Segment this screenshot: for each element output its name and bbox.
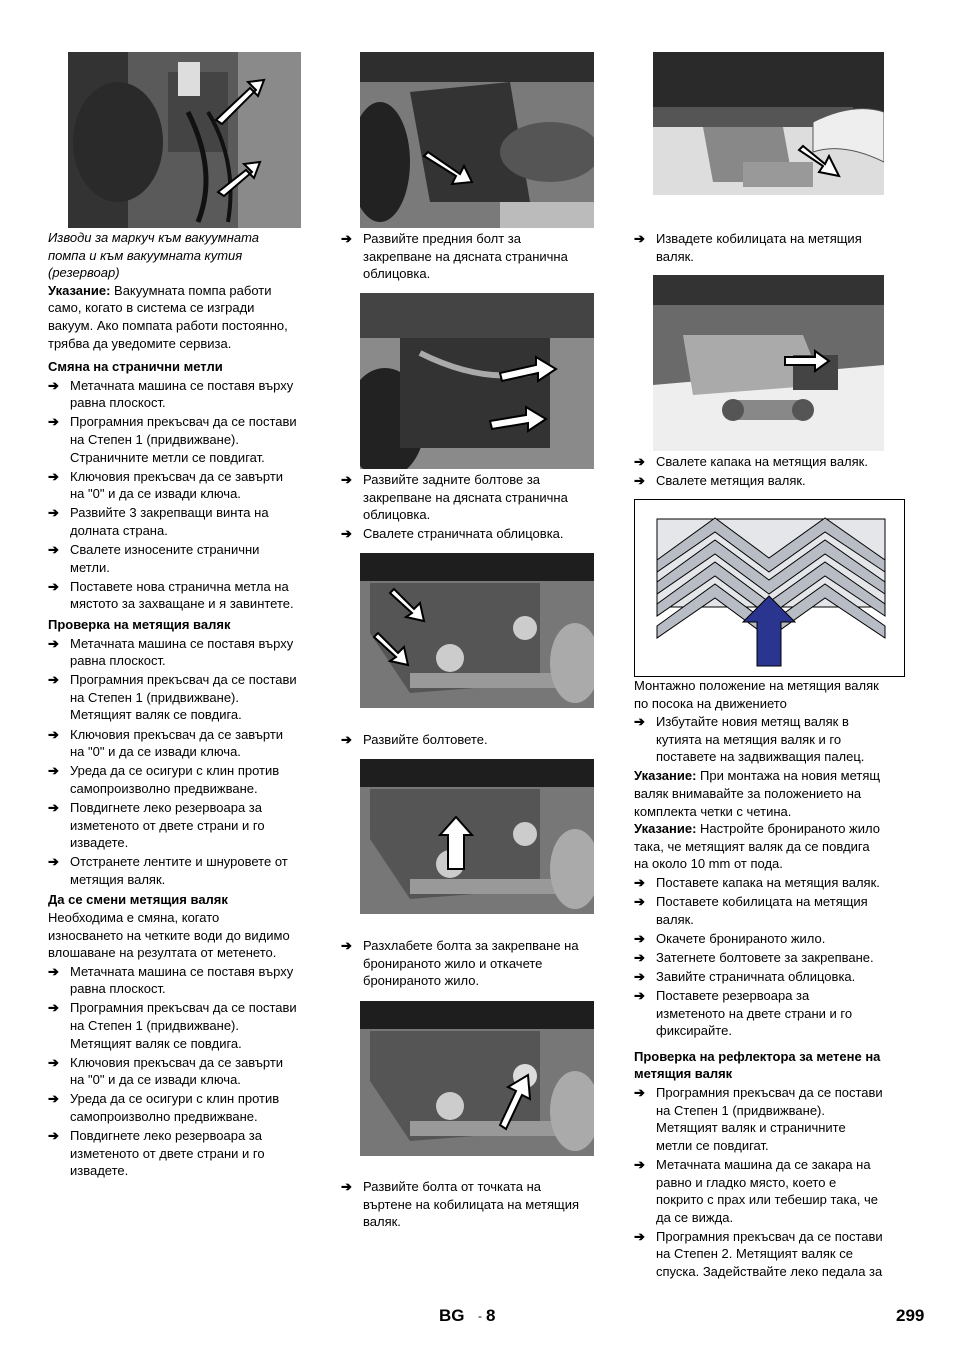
note bbox=[634, 820, 912, 873]
arrow-right-icon: ➔ bbox=[48, 635, 59, 651]
step-text: равна плоскост. bbox=[70, 981, 166, 997]
step-text: закрепване на дясната странична bbox=[363, 248, 568, 264]
step-text: фиксирайте. bbox=[656, 1023, 732, 1039]
arrow-right-icon: ➔ bbox=[48, 1054, 59, 1070]
step-text: Поставете нова странична метла на bbox=[70, 578, 289, 594]
arrow-right-icon: ➔ bbox=[634, 969, 645, 984]
step-text: Затегнете болтовете за закрепване. bbox=[656, 949, 874, 965]
step-text: Повдигнете леко резервоара за bbox=[70, 1128, 262, 1144]
step-text: долната страна. bbox=[70, 523, 168, 538]
step-text: Програмния прекъсвач да се постави bbox=[70, 414, 297, 430]
step-text: спуска. Задействайте леко педала за bbox=[656, 1264, 883, 1279]
instruction-step bbox=[341, 471, 616, 524]
arrow-right-icon: ➔ bbox=[341, 1179, 352, 1194]
step-text: равна плоскост. bbox=[70, 395, 166, 411]
column-1 bbox=[48, 229, 323, 1181]
note bbox=[48, 282, 323, 352]
step-text: Свалете износените странични bbox=[70, 542, 260, 558]
section-heading: Да се смени метящия валяк bbox=[48, 892, 228, 908]
step-text: Свалете страничната облицовка. bbox=[363, 526, 564, 542]
step-text: изметеното на двете страни и го bbox=[656, 1005, 853, 1021]
heading-line: Проверка на рефлектора за метене на bbox=[634, 1048, 881, 1064]
instruction-step bbox=[48, 726, 323, 761]
page-number: 299 bbox=[896, 1306, 925, 1325]
step-text: равна плоскост. bbox=[70, 653, 166, 669]
step-text: Уреда да се осигури с клин против bbox=[70, 763, 280, 779]
step-text: Метящият валяк се повдига. bbox=[70, 707, 242, 723]
arrow-right-icon: ➔ bbox=[48, 1128, 59, 1144]
instruction-step bbox=[48, 1127, 323, 1180]
step-text: изметеното от двете страни и го bbox=[70, 1145, 265, 1161]
arrow-right-icon: ➔ bbox=[341, 231, 352, 246]
instruction-step bbox=[48, 541, 323, 576]
step-text: Метящият валяк и страничните bbox=[656, 1120, 846, 1136]
intro-line: Необходима е смяна, когато bbox=[48, 909, 220, 925]
instruction-step bbox=[48, 377, 323, 412]
step-text: Поставете кобилицата на метящия bbox=[656, 894, 868, 910]
note bbox=[634, 767, 912, 820]
step-text: на Степен 1 (придвижване). bbox=[70, 432, 239, 448]
instruction-step bbox=[48, 1090, 323, 1125]
photo-armored-cable-bolt bbox=[360, 759, 594, 914]
instruction-step bbox=[341, 731, 616, 749]
instruction-step bbox=[48, 853, 323, 888]
arrow-right-icon: ➔ bbox=[341, 472, 352, 487]
roller-orientation-diagram bbox=[634, 499, 905, 677]
step-text: Избутайте новия метящ валяк в bbox=[656, 714, 849, 730]
instruction-step bbox=[634, 453, 912, 471]
instruction-step bbox=[48, 504, 323, 539]
intro-line: износването на четките води до видимо bbox=[48, 927, 290, 943]
step-text: Метачната машина да се закара на bbox=[656, 1156, 871, 1172]
step-text: покрито с прах или тебешир така, че bbox=[656, 1192, 878, 1208]
arrow-right-icon: ➔ bbox=[634, 930, 645, 946]
step-list bbox=[341, 1178, 616, 1231]
arrow-right-icon: ➔ bbox=[48, 414, 59, 430]
column-2-block-1 bbox=[341, 229, 616, 284]
photo-front-bolt bbox=[360, 52, 594, 228]
instruction-step bbox=[48, 578, 323, 613]
step-list bbox=[48, 963, 323, 1180]
step-text: Ключовия прекъсвач да се завърти bbox=[70, 726, 284, 742]
step-text: на Степен 1 (придвижване). bbox=[70, 1018, 239, 1034]
step-text: метли. bbox=[70, 559, 110, 575]
step-text: Програмния прекъсвач да се постави bbox=[656, 1085, 883, 1101]
note-text: на около 10 mm от пода. bbox=[634, 856, 783, 872]
arrow-right-icon: ➔ bbox=[48, 468, 59, 484]
step-text: Метачната машина се поставя върху bbox=[70, 963, 294, 979]
instruction-step bbox=[634, 230, 912, 265]
step-text: Разхлабете болта за закрепване на bbox=[363, 938, 579, 953]
arrow-right-icon: ➔ bbox=[48, 1091, 59, 1107]
arrow-right-icon: ➔ bbox=[634, 875, 645, 891]
step-text: изметеното от двете страни и го bbox=[70, 817, 265, 833]
step-text: метящия валяк. bbox=[70, 871, 166, 887]
note-text: При монтажа на новия метящ bbox=[696, 768, 881, 784]
step-text: на "0" и да се извади ключа. bbox=[70, 486, 241, 502]
column-3-block-2 bbox=[634, 452, 912, 491]
section-heading: Смяна на странични метли bbox=[48, 359, 223, 375]
instruction-step bbox=[634, 713, 912, 766]
arrow-right-icon: ➔ bbox=[48, 1000, 59, 1016]
instruction-step bbox=[341, 230, 616, 283]
step-text: Ключовия прекъсвач да се завърти bbox=[70, 468, 284, 484]
step-text: Окачете бронираното жило. bbox=[656, 930, 826, 946]
arrow-right-icon: ➔ bbox=[48, 963, 59, 979]
step-text: Страничните метли се повдигат. bbox=[70, 449, 265, 465]
arrow-right-icon: ➔ bbox=[48, 799, 59, 815]
arrow-right-icon: ➔ bbox=[48, 578, 59, 594]
step-list bbox=[634, 453, 912, 490]
footer-separator: - bbox=[478, 1309, 482, 1323]
arrow-right-icon: ➔ bbox=[634, 1156, 645, 1172]
step-text: Завийте страничната облицовка. bbox=[656, 969, 856, 984]
instruction-step bbox=[48, 671, 323, 724]
step-list bbox=[634, 713, 912, 766]
step-text: Свалете метящия валяк. bbox=[656, 473, 806, 489]
step-text: Извадете кобилицата на метящия bbox=[656, 231, 862, 246]
step-list bbox=[48, 377, 323, 613]
instruction-step bbox=[634, 987, 912, 1040]
instruction-step bbox=[634, 968, 912, 986]
note-text: само, когато в система се изгради bbox=[48, 300, 255, 316]
column-2-block-2 bbox=[341, 470, 616, 544]
photo-caption bbox=[48, 229, 323, 282]
step-text: поставете на задвижващия палец. bbox=[656, 749, 865, 765]
photo-vacuum-pump-hoses bbox=[68, 52, 301, 228]
instruction-step bbox=[48, 468, 323, 503]
step-text: облицовка. bbox=[363, 266, 431, 282]
step-text: валяк. bbox=[656, 248, 694, 264]
note-label: Указание: bbox=[634, 768, 697, 784]
step-text: на "0" и да се извади ключа. bbox=[70, 744, 241, 760]
photo-rear-bolts bbox=[360, 293, 594, 469]
step-text: на "0" и да се извади ключа. bbox=[70, 1072, 241, 1088]
step-text: самопроизволно предвижване. bbox=[70, 1109, 258, 1124]
caption-line: помпа и към вакуумната кутия bbox=[48, 247, 243, 263]
step-text: Поставете капака на метящия валяк. bbox=[656, 875, 880, 891]
diagram-caption bbox=[634, 677, 912, 712]
column-2-block-5 bbox=[341, 1177, 616, 1232]
note-text: трябва да уведомите сервиза. bbox=[48, 335, 232, 351]
step-text: въртене на кобилицата на метящия bbox=[363, 1196, 580, 1212]
step-text: мястото за захващане и я завинтете. bbox=[70, 596, 294, 612]
step-text: Развийте болта от точката на bbox=[363, 1179, 542, 1194]
step-text: на Степен 1 (придвижване). bbox=[70, 689, 239, 705]
note-label: Указание: bbox=[634, 821, 697, 837]
step-text: Отстранете лентите и шнуровете от bbox=[70, 854, 288, 870]
instruction-step bbox=[634, 472, 912, 490]
step-text: Метачната машина се поставя върху bbox=[70, 635, 294, 651]
step-text: равно и гладко място, което е bbox=[656, 1174, 837, 1190]
instruction-step bbox=[634, 949, 912, 967]
step-text: кутията на метящия валяк и го bbox=[656, 731, 842, 747]
photo-remove-rocker bbox=[653, 52, 884, 195]
step-text: извадете. bbox=[70, 1163, 129, 1179]
step-text: извадете. bbox=[70, 835, 129, 851]
instruction-step bbox=[48, 799, 323, 852]
step-text: Свалете капака на метящия валяк. bbox=[656, 454, 868, 469]
instruction-step bbox=[48, 963, 323, 998]
step-text: Поставете резервоара за bbox=[656, 988, 810, 1004]
arrow-right-icon: ➔ bbox=[634, 1085, 645, 1101]
arrow-right-icon: ➔ bbox=[48, 505, 59, 521]
arrow-right-icon: ➔ bbox=[634, 1228, 645, 1244]
arrow-right-icon: ➔ bbox=[48, 377, 59, 393]
step-text: Метящият валяк се повдига. bbox=[70, 1035, 242, 1051]
note-text: Вакуумната помпа работи bbox=[110, 282, 272, 298]
step-text: Програмния прекъсвач да се постави bbox=[70, 1000, 297, 1016]
footer-language-code: BG bbox=[439, 1306, 465, 1325]
step-text: Уреда да се осигури с клин против bbox=[70, 1091, 280, 1107]
note-text: валяк внимавайте за положението на bbox=[634, 786, 862, 802]
step-list bbox=[634, 874, 912, 1040]
note-text: комплекта четки с четина. bbox=[634, 803, 792, 819]
step-text: Развийте предния болт за bbox=[363, 231, 521, 246]
step-text: бронираното жило. bbox=[363, 973, 480, 989]
step-list bbox=[634, 1084, 912, 1281]
caption-line: (резервоар) bbox=[48, 265, 120, 281]
instruction-step bbox=[341, 937, 616, 990]
arrow-right-icon: ➔ bbox=[341, 732, 352, 747]
instruction-step bbox=[48, 635, 323, 670]
step-text: да се вижда. bbox=[656, 1209, 734, 1225]
arrow-right-icon: ➔ bbox=[634, 894, 645, 910]
step-list bbox=[634, 230, 912, 265]
column-3-block-3 bbox=[634, 677, 912, 1282]
step-list bbox=[48, 635, 323, 889]
arrow-right-icon: ➔ bbox=[634, 231, 645, 246]
instruction-step bbox=[634, 874, 912, 892]
step-list bbox=[341, 937, 616, 990]
step-text: облицовка. bbox=[363, 507, 431, 523]
step-text: Ключовия прекъсвач да се завърти bbox=[70, 1054, 284, 1070]
arrow-right-icon: ➔ bbox=[48, 763, 59, 779]
step-list bbox=[341, 230, 616, 283]
step-text: Развийте болтовете. bbox=[363, 732, 488, 747]
instruction-step bbox=[634, 893, 912, 928]
arrow-right-icon: ➔ bbox=[48, 542, 59, 558]
step-text: на Степен 1 (придвижване). bbox=[656, 1102, 825, 1118]
instruction-step bbox=[341, 525, 616, 543]
column-2-block-3 bbox=[341, 730, 616, 750]
step-text: бронираното жило и откачете bbox=[363, 955, 543, 971]
arrow-right-icon: ➔ bbox=[634, 454, 645, 469]
step-text: Програмния прекъсвач да се постави bbox=[656, 1228, 883, 1244]
instruction-step bbox=[634, 1228, 912, 1281]
arrow-right-icon: ➔ bbox=[48, 672, 59, 688]
column-2-block-4 bbox=[341, 936, 616, 991]
step-text: Развийте 3 закрепващи винта на bbox=[70, 505, 269, 521]
step-text: Повдигнете леко резервоара за bbox=[70, 799, 262, 815]
step-list bbox=[341, 731, 616, 749]
heading-line: метящия валяк bbox=[634, 1066, 733, 1082]
step-text: Развийте задните болтове за bbox=[363, 472, 541, 487]
arrow-right-icon: ➔ bbox=[48, 726, 59, 742]
step-text: метли се повдигат. bbox=[656, 1137, 769, 1153]
step-text: на Степен 2. Метящият валяк се bbox=[656, 1246, 853, 1262]
arrow-right-icon: ➔ bbox=[634, 988, 645, 1004]
instruction-step bbox=[634, 930, 912, 948]
step-text: валяк. bbox=[656, 911, 694, 927]
photo-bolts bbox=[360, 553, 594, 708]
note-label: Указание: bbox=[48, 282, 111, 298]
instruction-step bbox=[48, 999, 323, 1052]
caption-line: по посока на движението bbox=[634, 695, 787, 711]
arrow-right-icon: ➔ bbox=[341, 938, 352, 953]
footer-section-page: 8 bbox=[486, 1306, 496, 1325]
instruction-step bbox=[48, 762, 323, 797]
photo-brush-roller-cover bbox=[653, 275, 884, 451]
step-text: Метачната машина се поставя върху bbox=[70, 377, 294, 393]
step-list bbox=[341, 471, 616, 543]
instruction-step bbox=[634, 1084, 912, 1154]
instruction-step bbox=[634, 1156, 912, 1226]
instruction-step bbox=[341, 1178, 616, 1231]
caption-line: Изводи за маркуч към вакуумната bbox=[48, 230, 260, 245]
note-text: вакуум. Ако помпата работи постоянно, bbox=[48, 317, 288, 333]
instruction-step bbox=[48, 1054, 323, 1089]
step-text: валяк. bbox=[363, 1214, 401, 1230]
note-text: Настройте бронираното жило bbox=[696, 821, 880, 837]
arrow-right-icon: ➔ bbox=[634, 714, 645, 730]
caption-line: Монтажно положение на метящия валяк bbox=[634, 678, 879, 693]
arrow-right-icon: ➔ bbox=[634, 949, 645, 965]
step-text: закрепване на дясната странична bbox=[363, 489, 568, 505]
photo-pivot-bolt bbox=[360, 1001, 594, 1156]
instruction-step bbox=[48, 413, 323, 466]
step-text: Програмния прекъсвач да се постави bbox=[70, 672, 297, 688]
note-text: така, че метящият валяк да се повдига bbox=[634, 838, 870, 854]
section-intro bbox=[48, 909, 323, 962]
column-3-block-1 bbox=[634, 229, 912, 267]
arrow-right-icon: ➔ bbox=[634, 473, 645, 489]
step-text: самопроизволно предвижване. bbox=[70, 780, 258, 796]
arrow-right-icon: ➔ bbox=[341, 526, 352, 542]
section-heading bbox=[634, 1048, 912, 1083]
section-heading: Проверка на метящия валяк bbox=[48, 616, 231, 632]
arrow-right-icon: ➔ bbox=[48, 854, 59, 870]
intro-line: влошаване на резултата от метенето. bbox=[48, 945, 277, 961]
